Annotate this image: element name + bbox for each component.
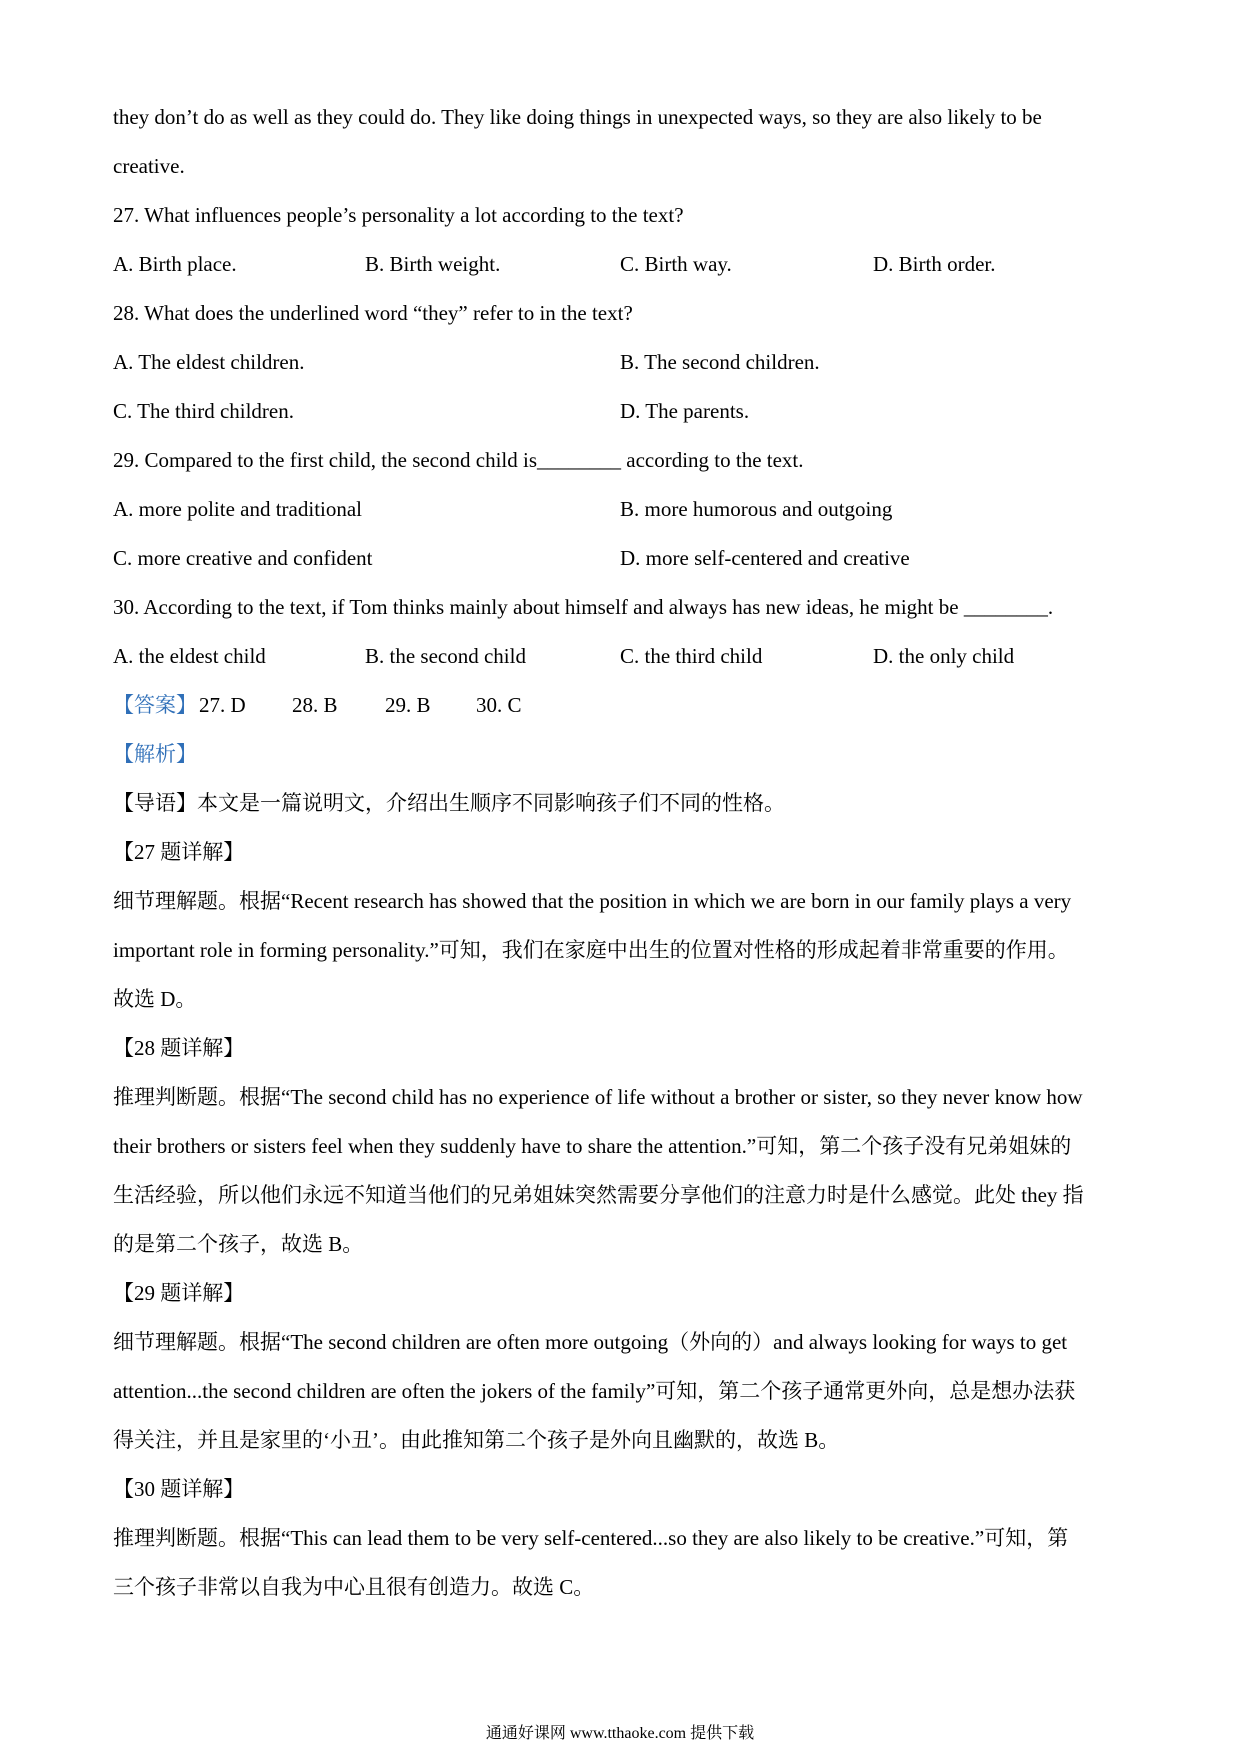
detail-29-line: attention...the second children are often the jokers of the family”可知，第二个孩子通常更外向，总是想办法获 [113,1379,1076,1403]
detail-27-line: important role in forming personality.”可知，我们在家庭中出生的位置对性格的形成起着非常重要的作用。 [113,938,1069,962]
question-30-stem: 30. According to the text, if Tom thinks mainly about himself and always has new ideas, he might be ________. [113,595,1054,619]
question-27-stem: 27. What influences people’s personality a lot according to the text? [113,203,684,227]
answer-27: 27. D [199,693,246,717]
question-30-option-d: D. the only child [873,644,1015,668]
question-28-stem: 28. What does the underlined word “they” refer to in the text? [113,301,633,325]
answer-28: 28. B [292,693,338,717]
detail-28-title: 【28 题详解】 [113,1036,245,1060]
answer-tag: 【答案】 [113,693,197,717]
detail-28-line: 的是第二个孩子，故选 B。 [113,1232,364,1256]
question-27-option-a: A. Birth place. [113,252,237,276]
analysis-intro: 【导语】本文是一篇说明文，介绍出生顺序不同影响孩子们不同的性格。 [113,791,785,815]
question-28-option-d: D. The parents. [620,399,750,423]
question-27-option-d: D. Birth order. [873,252,996,276]
question-29-option-c: C. more creative and confident [113,546,373,570]
detail-30-line: 三个孩子非常以自我为中心且很有创造力。故选 C。 [113,1575,595,1599]
detail-29-line: 细节理解题。根据“The second children are often more outgoing（外向的）and always looking for ways to get [113,1330,1068,1354]
question-30-option-c: C. the third child [620,644,763,668]
detail-28-line: 生活经验，所以他们永远不知道当他们的兄弟姐妹突然需要分享他们的注意力时是什么感觉。此处 they 指 [113,1183,1084,1207]
detail-28-line: their brothers or sisters feel when they suddenly have to share the attention.”可知，第二个孩子没有兄弟姐妹的 [113,1134,1072,1158]
question-29-option-a: A. more polite and traditional [113,497,363,521]
detail-28-line: 推理判断题。根据“The second child has no experience of life without a brother or sister, so they never know how [113,1085,1083,1109]
question-29-option-d: D. more self-centered and creative [620,546,910,570]
passage-line-2: creative. [113,154,185,178]
detail-27-line: 细节理解题。根据“Recent research has showed that the position in which we are born in our family plays a very [113,889,1072,913]
question-27-option-c: C. Birth way. [620,252,732,276]
question-29-option-b: B. more humorous and outgoing [620,497,893,521]
detail-29-line: 得关注，并且是家里的‘小丑’。由此推知第二个孩子是外向且幽默的，故选 B。 [113,1428,840,1452]
question-28-option-c: C. The third children. [113,399,294,423]
question-27-option-b: B. Birth weight. [365,252,501,276]
question-28-option-b: B. The second children. [620,350,820,374]
page-footer: 通通好课网 www.tthaoke.com 提供下载 [485,1725,755,1742]
analysis-tag: 【解析】 [113,742,197,766]
detail-29-title: 【29 题详解】 [113,1281,245,1305]
question-29-stem: 29. Compared to the first child, the second child is________ according to the text. [113,448,804,472]
question-28-option-a: A. The eldest children. [113,350,305,374]
answer-29: 29. B [385,693,431,717]
answer-30: 30. C [476,693,522,717]
detail-27-line: 故选 D。 [113,987,197,1011]
detail-30-line: 推理判断题。根据“This can lead them to be very self-centered...so they are also likely to be creative.”可知，第 [113,1526,1069,1550]
question-30-option-a: A. the eldest child [113,644,266,668]
detail-30-title: 【30 题详解】 [113,1477,245,1501]
detail-27-title: 【27 题详解】 [113,840,245,864]
passage-line-1: they don’t do as well as they could do. They like doing things in unexpected ways, so they are also likely to be [113,105,1042,129]
question-30-option-b: B. the second child [365,644,526,668]
